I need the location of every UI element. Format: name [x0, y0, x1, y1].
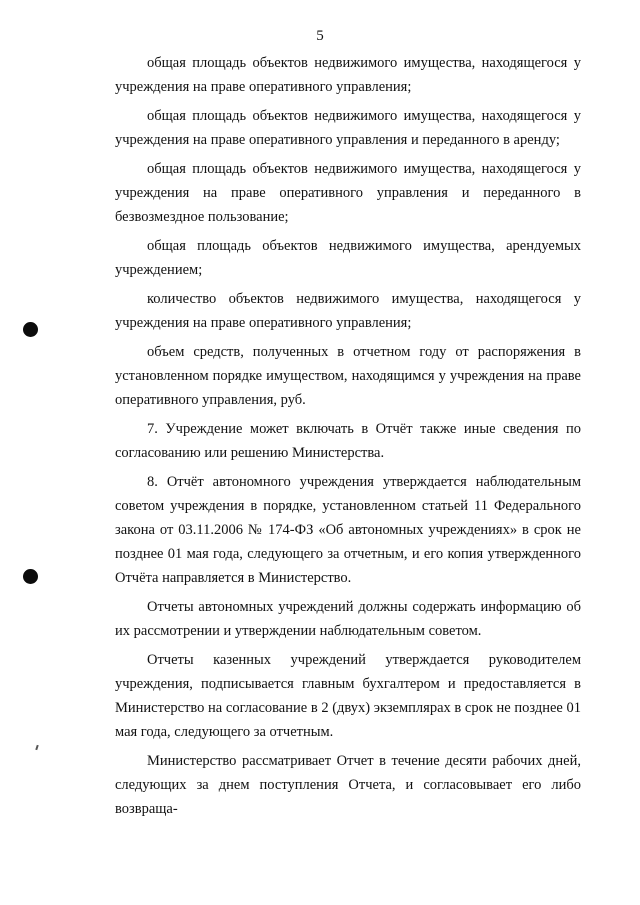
page-number: 5	[316, 28, 324, 44]
paragraph: общая площадь объектов недвижимого имущества, находящегося у учреждения на праве оперативного управления;	[115, 55, 581, 95]
document-body	[115, 51, 581, 826]
paragraph: Министерство рассматривает Отчет в течение десяти рабочих дней, следующих за днем поступления Отчета, и согласовывает его либо возвраща-	[115, 753, 581, 817]
paragraph: общая площадь объектов недвижимого имущества, находящегося у учреждения на праве оперативного управления и переданного в аренду;	[115, 108, 581, 148]
scan-speck	[35, 745, 38, 750]
binder-hole	[23, 322, 38, 337]
paragraph: общая площадь объектов недвижимого имущества, находящегося у учреждения на праве оперативного управления и переданного в безвозмездное пользование;	[115, 161, 581, 225]
paragraph: Отчеты казенных учреждений утверждается руководителем учреждения, подписывается главным бухгалтером и предоставляется в Министерство на согласование в 2 (двух) экземплярах в срок не позднее 01 мая года, следующего за отчетным.	[115, 652, 581, 740]
paragraph: 7. Учреждение может включать в Отчёт также иные сведения по согласованию или решению Министерства.	[115, 421, 581, 461]
paragraph: общая площадь объектов недвижимого имущества, арендуемых учреждением;	[115, 238, 581, 278]
paragraph: 8. Отчёт автономного учреждения утверждается наблюдательным советом учреждения в порядке, установленном статьей 11 Федерального закона от 03.11.2006 № 174-ФЗ «Об автономных учреждениях» в срок не позднее 01 мая года, следующего за отчетным, и его копия утвержденного Отчёта направляется в Министерство.	[115, 474, 581, 586]
binder-hole	[23, 569, 38, 584]
paragraph: количество объектов недвижимого имущества, находящегося у учреждения на праве оперативного управления;	[115, 291, 581, 331]
paragraph: Отчеты автономных учреждений должны содержать информацию об их рассмотрении и утверждении наблюдательным советом.	[115, 599, 581, 639]
paragraph: объем средств, полученных в отчетном году от распоряжения в установленном порядке имуществом, находящимся у учреждения на праве оперативного управления, руб.	[115, 344, 581, 408]
